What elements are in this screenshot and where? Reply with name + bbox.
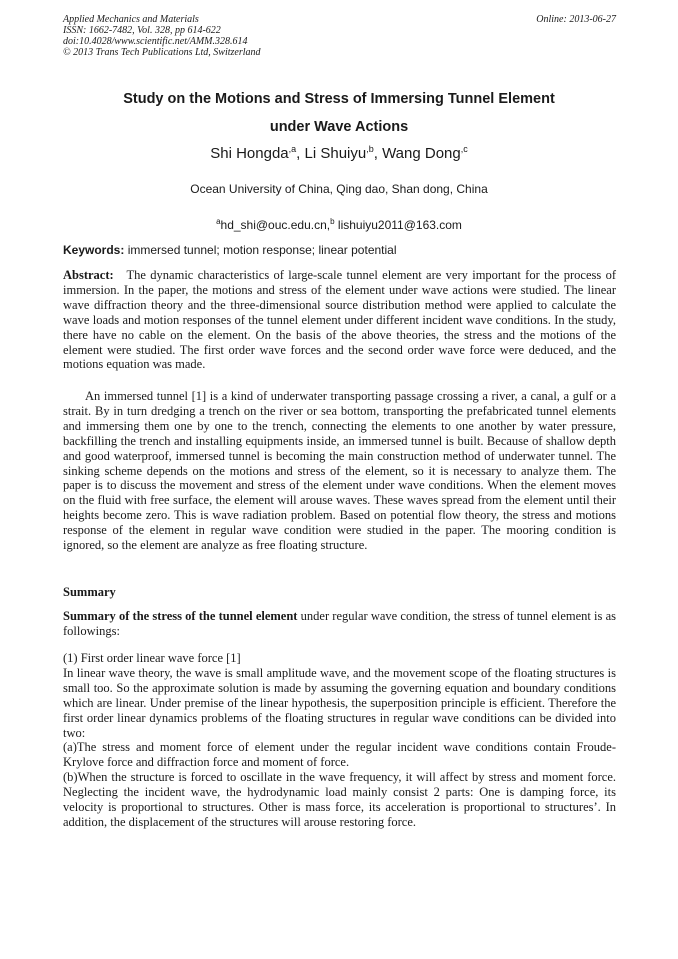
- keywords: [63, 243, 616, 257]
- journal-issn: ISSN: 1662-7482, Vol. 328, pp 614-622: [63, 25, 221, 36]
- affiliation: Ocean University of China, Qing dao, Shan dong, China: [190, 182, 488, 196]
- email-mark-b: b: [330, 217, 335, 226]
- online-date: Online: 2013-06-27: [536, 14, 616, 25]
- journal-name: Applied Mechanics and Materials: [63, 14, 199, 25]
- author-affiliation-mark: ,b: [366, 144, 374, 154]
- paper-title-line-1: Study on the Motions and Stress of Immersing Tunnel Element: [123, 91, 555, 107]
- first-order-paragraph-a: (a)The stress and moment force of element under the regular incident wave conditions contain Froude-Krylove force and diffraction force and moment of force.: [63, 740, 616, 770]
- email-b: lishuiyu2011@163.com: [334, 218, 462, 232]
- summary-bold-lead: Summary of the stress of the tunnel element: [63, 609, 298, 623]
- author-name: Li Shuiyu: [304, 145, 367, 162]
- journal-header: [63, 14, 616, 58]
- author-separator: ,: [373, 145, 383, 162]
- abstract: [63, 268, 620, 372]
- keywords-label: Keywords:: [63, 243, 125, 257]
- author-name: Shi Hongda: [210, 145, 289, 162]
- first-order-section: [63, 651, 616, 830]
- paper-title-line-2: under Wave Actions: [269, 119, 409, 135]
- email-a: hd_shi@ouc.edu.cn,: [220, 218, 331, 232]
- author-list: [60, 144, 618, 162]
- author-affiliation-mark: ,a: [288, 144, 297, 154]
- first-order-heading: (1) First order linear wave force [1]: [63, 651, 241, 665]
- summary-text: under regular wave condition, the stress of tunnel element is as followings:: [63, 609, 616, 638]
- email-mark-a: a: [216, 217, 221, 226]
- abstract-text: The dynamic characteristics of large-scale tunnel element are very important for the process of immersion. In the paper, the motions and stress of the element under wave actions were studied. The linear wave diffraction theory and the three-dimensional source distribution method were applied to calculate the wave loads and motion responses of the tunnel element under different incident wave conditions. In the study, there have no cable on the element. On the basis of the above theories, the stress and the motions of the element were studied. The first order wave forces and the second order wave force were deduced, and the motions equation was made.: [63, 268, 620, 372]
- introduction-paragraph: An immersed tunnel [1] is a kind of underwater transporting passage crossing a river, a canal, a gulf or a strait. By in turn dredging a trench on the river or sea bottom, transporting the prefabricated tunnel elements and immersing them one by one to the trench, connecting the elements to one another by water pressure, backfilling the trench and installing equipments inside, an immersed tunnel is built. Because of shallow depth and good waterproof, immersed tunnel is becoming the main construction method of underwater tunnel. The sinking scheme depends on the motions and stress of the element, so it is necessary to analyze them. The paper is to discuss the movement and stress of the element under wave conditions. When the element moves on the fluid with free surface, the element will arouse waves. These waves spread from the element until their heights become zero. This is wave radiation problem. Based on potential flow theory, the stress and motions response of the element in regular wave condition were studied in the paper. The mooring condition is ignored, so the element are analyze as free floating structure.: [63, 389, 616, 553]
- summary-heading: Summary: [63, 585, 116, 599]
- journal-copyright: © 2013 Trans Tech Publications Ltd, Switzerland: [63, 47, 261, 58]
- keywords-text: immersed tunnel; motion response; linear potential: [124, 243, 397, 257]
- journal-doi: doi:10.4028/www.scientific.net/AMM.328.614: [63, 36, 248, 47]
- abstract-label: Abstract:: [63, 268, 114, 282]
- author-separator: ,: [296, 145, 305, 162]
- author-emails: [60, 217, 618, 232]
- first-order-paragraph-1: In linear wave theory, the wave is small amplitude wave, and the movement scope of the floating structures is small too. So the approximate solution is made by assuming the governing equation and boundary conditions which are linear. Under premise of the linear hypothesis, the superposition principle is efficient. Therefore the first order linear dynamics problems of the floating structures in regular wave conditions can be divided into two:: [63, 665, 616, 740]
- summary-paragraph: [63, 609, 616, 639]
- author-affiliation-mark: ,c: [460, 144, 468, 154]
- first-order-paragraph-b: (b)When the structure is forced to oscillate in the wave frequency, it will affect by stress and moment force. Neglecting the incident wave, the hydrodynamic load mainly consist 2 parts: One is damping force, its velocity is proportional to structures. Other is mass force, its acceleration is proportional to structures’. In addition, the displacement of the structures will arouse restoring force.: [63, 770, 616, 829]
- author-name: Wang Dong: [382, 145, 461, 162]
